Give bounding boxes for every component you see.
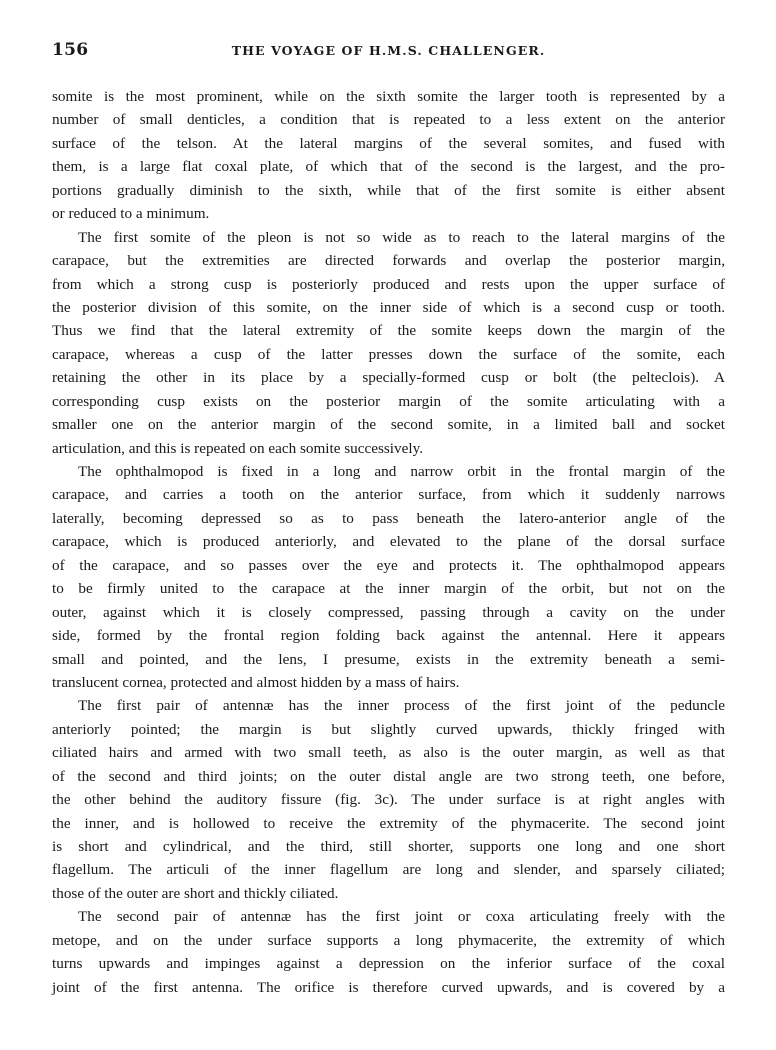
text-line: retaining the other in its place by a specially-formed cusp or bolt (the pelteclois). A <box>52 369 725 387</box>
text-line: ciliated hairs and armed with two small teeth, as also is the outer margin, as well as that <box>52 744 725 762</box>
running-title: THE VOYAGE OF H.M.S. CHALLENGER. <box>231 43 546 58</box>
text-line: number of small denticles, a condition that is repeated to a less extent on the anterior <box>52 111 725 129</box>
text-line: outer, against which it is closely compressed, passing through a cavity on the under <box>52 603 725 621</box>
text-line: laterally, becoming depressed so as to pass beneath the latero-anterior angle of the <box>52 509 725 527</box>
text-line: carapace, which is produced anteriorly, and elevated to the plane of the dorsal surface <box>52 533 725 551</box>
text-line: Thus we find that the lateral extremity of the somite keeps down the margin of the <box>52 322 725 340</box>
text-line: The first pair of antennæ has the inner process of the first joint of the peduncle <box>78 697 725 715</box>
text-line: joint of the first antenna. The orifice is therefore curved upwards, and is covered by a <box>52 978 725 996</box>
text-line: them, is a large flat coxal plate, of which that of the second is the largest, and the pro- <box>52 158 725 176</box>
text-line: carapace, whereas a cusp of the latter presses down the surface of the somite, each <box>52 345 725 363</box>
text-line: small and pointed, and the lens, I presume, exists in the extremity beneath a semi- <box>52 650 725 668</box>
text-line: smaller one on the anterior margin of the second somite, in a limited ball and socket <box>52 416 725 434</box>
paragraph <box>52 694 725 905</box>
body-text <box>52 85 725 999</box>
paragraph <box>52 226 725 460</box>
text-line: flagellum. The articuli of the inner flagellum are long and slender, and sparsely ciliated; <box>52 861 725 879</box>
text-line: anteriorly pointed; the margin is but slightly curved upwards, thickly fringed with <box>52 720 725 738</box>
text-line: the inner, and is hollowed to receive the extremity of the phymacerite. The second joint <box>52 814 725 832</box>
text-line: The first somite of the pleon is not so wide as to reach to the lateral margins of the <box>78 228 725 246</box>
text-line: carapace, and carries a tooth on the anterior surface, from which it suddenly narrows <box>52 486 725 504</box>
text-line: to be firmly united to the carapace at the inner margin of the orbit, but not on the <box>52 580 725 598</box>
paragraph <box>52 905 725 999</box>
text-line: is short and cylindrical, and the third, still shorter, supports one long and one short <box>52 838 725 855</box>
text-line: The second pair of antennæ has the first joint or coxa articulating freely with the <box>78 908 725 926</box>
text-line: surface of the telson. At the lateral margins of the several somites, and fused with <box>52 134 725 152</box>
paragraph <box>52 85 725 226</box>
text-line: metope, and on the under surface supports a long phymacerite, the extremity of which <box>52 931 725 949</box>
page-number: 156 <box>52 40 89 60</box>
text-line: carapace, but the extremities are directed forwards and overlap the posterior margin, <box>52 252 725 270</box>
text-line: translucent cornea, protected and almost hidden by a mass of hairs. <box>52 673 460 691</box>
text-line: corresponding cusp exists on the posterior margin of the somite articulating with a <box>52 392 725 410</box>
paragraph <box>52 460 725 694</box>
text-line: the posterior division of this somite, on the inner side of which is a second cusp or tooth. <box>52 298 725 316</box>
text-line: those of the outer are short and thickly ciliated. <box>52 884 339 902</box>
page-header <box>52 40 725 62</box>
text-line: of the carapace, and so passes over the eye and protects it. The ophthalmopod appears <box>52 556 725 574</box>
text-line: articulation, and this is repeated on each somite successively. <box>52 439 423 457</box>
text-line: of the second and third joints; on the outer distal angle are two strong teeth, one before, <box>52 767 725 785</box>
text-line: from which a strong cusp is posteriorly produced and rests upon the upper surface of <box>52 275 725 293</box>
text-line: somite is the most prominent, while on the sixth somite the larger tooth is represented by a <box>52 88 725 105</box>
text-line: or reduced to a minimum. <box>52 205 210 223</box>
text-line: turns upwards and impinges against a depression on the inferior surface of the coxal <box>52 955 725 973</box>
text-line: The ophthalmopod is fixed in a long and narrow orbit in the frontal margin of the <box>78 463 725 480</box>
text-line: side, formed by the frontal region folding back against the antennal. Here it appears <box>52 627 725 645</box>
text-line: portions gradually diminish to the sixth, while that of the first somite is either absent <box>52 181 725 199</box>
text-line: the other behind the auditory fissure (fig. 3c). The under surface is at right angles with <box>52 791 725 809</box>
